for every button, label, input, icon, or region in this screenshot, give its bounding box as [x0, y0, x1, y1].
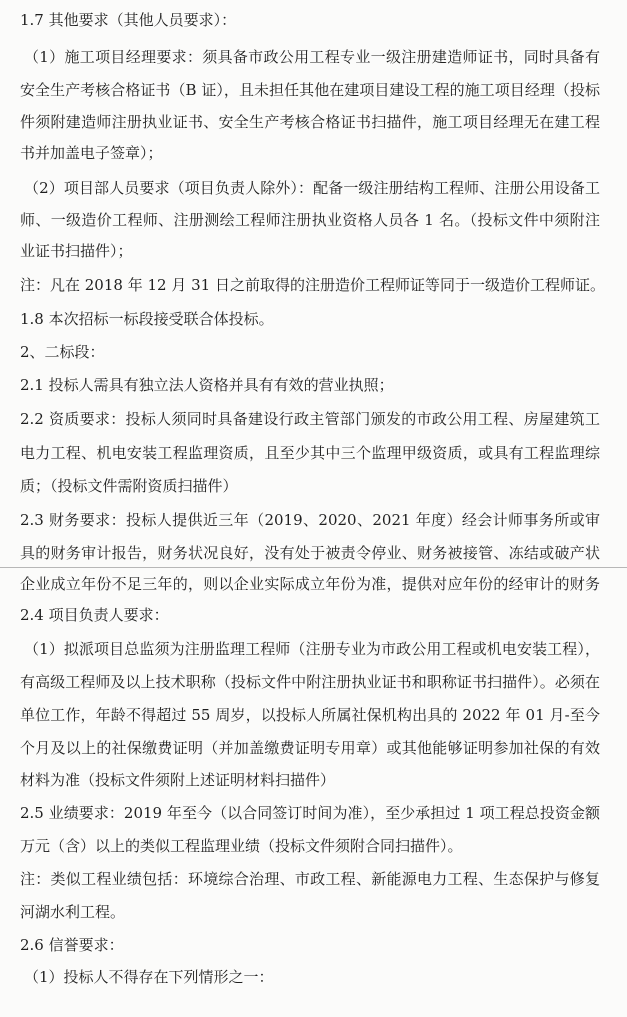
paragraph-line: 个月及以上的社保缴费证明（并加盖缴费证明专用章）或其他能够证明参加社保的有效 — [20, 739, 600, 757]
section-heading-2-4: 2.4 项目负责人要求： — [20, 606, 169, 624]
paragraph-line: 师、一级造价工程师、注册测绘工程师注册执业资格人员各 1 名。（投标文件中须附注 — [20, 211, 600, 229]
scan-divider — [0, 567, 627, 568]
paragraph-line: 单位工作，年龄不得超过 55 周岁，以投标人所属社保机构出具的 2022 年 01 月-至今 — [20, 706, 600, 724]
section-heading-1-7: 1.7 其他要求（其他人员要求）： — [20, 11, 237, 29]
paragraph-line: 2.3 财务要求：投标人提供近三年（2019、2020、2021 年度）经会计师事务所或审 — [20, 511, 600, 529]
paragraph-line: 有高级工程师及以上技术职称（投标文件中附注册执业证书和职称证书扫描件）。必须在 — [20, 673, 600, 691]
paragraph-line: 质；（投标文件需附资质扫描件） — [20, 477, 238, 495]
paragraph-line: 电力工程、机电安装工程监理资质，且至少其中三个监理甲级资质，或具有工程监理综 — [20, 444, 600, 462]
paragraph-line: 具的财务审计报告，财务状况良好，没有处于被责令停业、财务被接管、冻结或破产状 — [20, 544, 600, 562]
section-heading-2: 2、二标段： — [20, 343, 105, 361]
paragraph-line: 材料为准（投标文件须附上述证明材料扫描件） — [20, 771, 336, 789]
paragraph-line: （2）项目部人员要求（项目负责人除外）：配备一级注册结构工程师、注册公用设备工 — [24, 179, 600, 197]
note-line: 河湖水利工程。 — [20, 903, 126, 921]
paragraph-line: 万元（含）以上的类似工程监理业绩（投标文件须附合同扫描件）。 — [20, 837, 463, 855]
paragraph-line: 2.5 业绩要求：2019 年至今（以合同签订时间为准），至少承担过 1 项工程总投资金额 — [20, 804, 600, 822]
paragraph-line: （1）投标人不得存在下列情形之一： — [24, 968, 274, 986]
paragraph-line: （1）施工项目经理要求：须具备市政公用工程专业一级注册建造师证书，同时具备有 — [24, 48, 600, 66]
paragraph-line: 安全生产考核合格证书（B 证），且未担任其他在建项目建设工程的施工项目经理（投标 — [20, 81, 600, 99]
section-heading-1-8: 1.8 本次招标一标段接受联合体投标。 — [20, 310, 274, 328]
note-line: 注：类似工程业绩包括：环境综合治理、市政工程、新能源电力工程、生态保护与修复 — [20, 870, 600, 888]
section-heading-2-1: 2.1 投标人需具有独立法人资格并具有有效的营业执照； — [20, 376, 394, 394]
section-heading-2-6: 2.6 信誉要求： — [20, 936, 124, 954]
note-line: 注：凡在 2018 年 12 月 31 日之前取得的注册造价工程师证等同于一级造价工程师证。 — [20, 276, 605, 294]
paragraph-line: （1）拟派项目总监须为注册监理工程师（注册专业为市政公用工程或机电安装工程）， — [24, 640, 600, 658]
paragraph-line: 书并加盖电子签章）； — [20, 144, 163, 162]
paragraph-line: 件须附建造师注册执业证书、安全生产考核合格证书扫描件，施工项目经理无在建工程 — [20, 113, 600, 131]
paragraph-line: 业证书扫描件）； — [20, 242, 133, 260]
paragraph-line: 2.2 资质要求：投标人须同时具备建设行政主管部门颁发的市政公用工程、房屋建筑工 — [20, 410, 600, 428]
paragraph-line: 企业成立年份不足三年的，则以企业实际成立年份为准，提供对应年份的经审计的财务 — [20, 575, 600, 593]
